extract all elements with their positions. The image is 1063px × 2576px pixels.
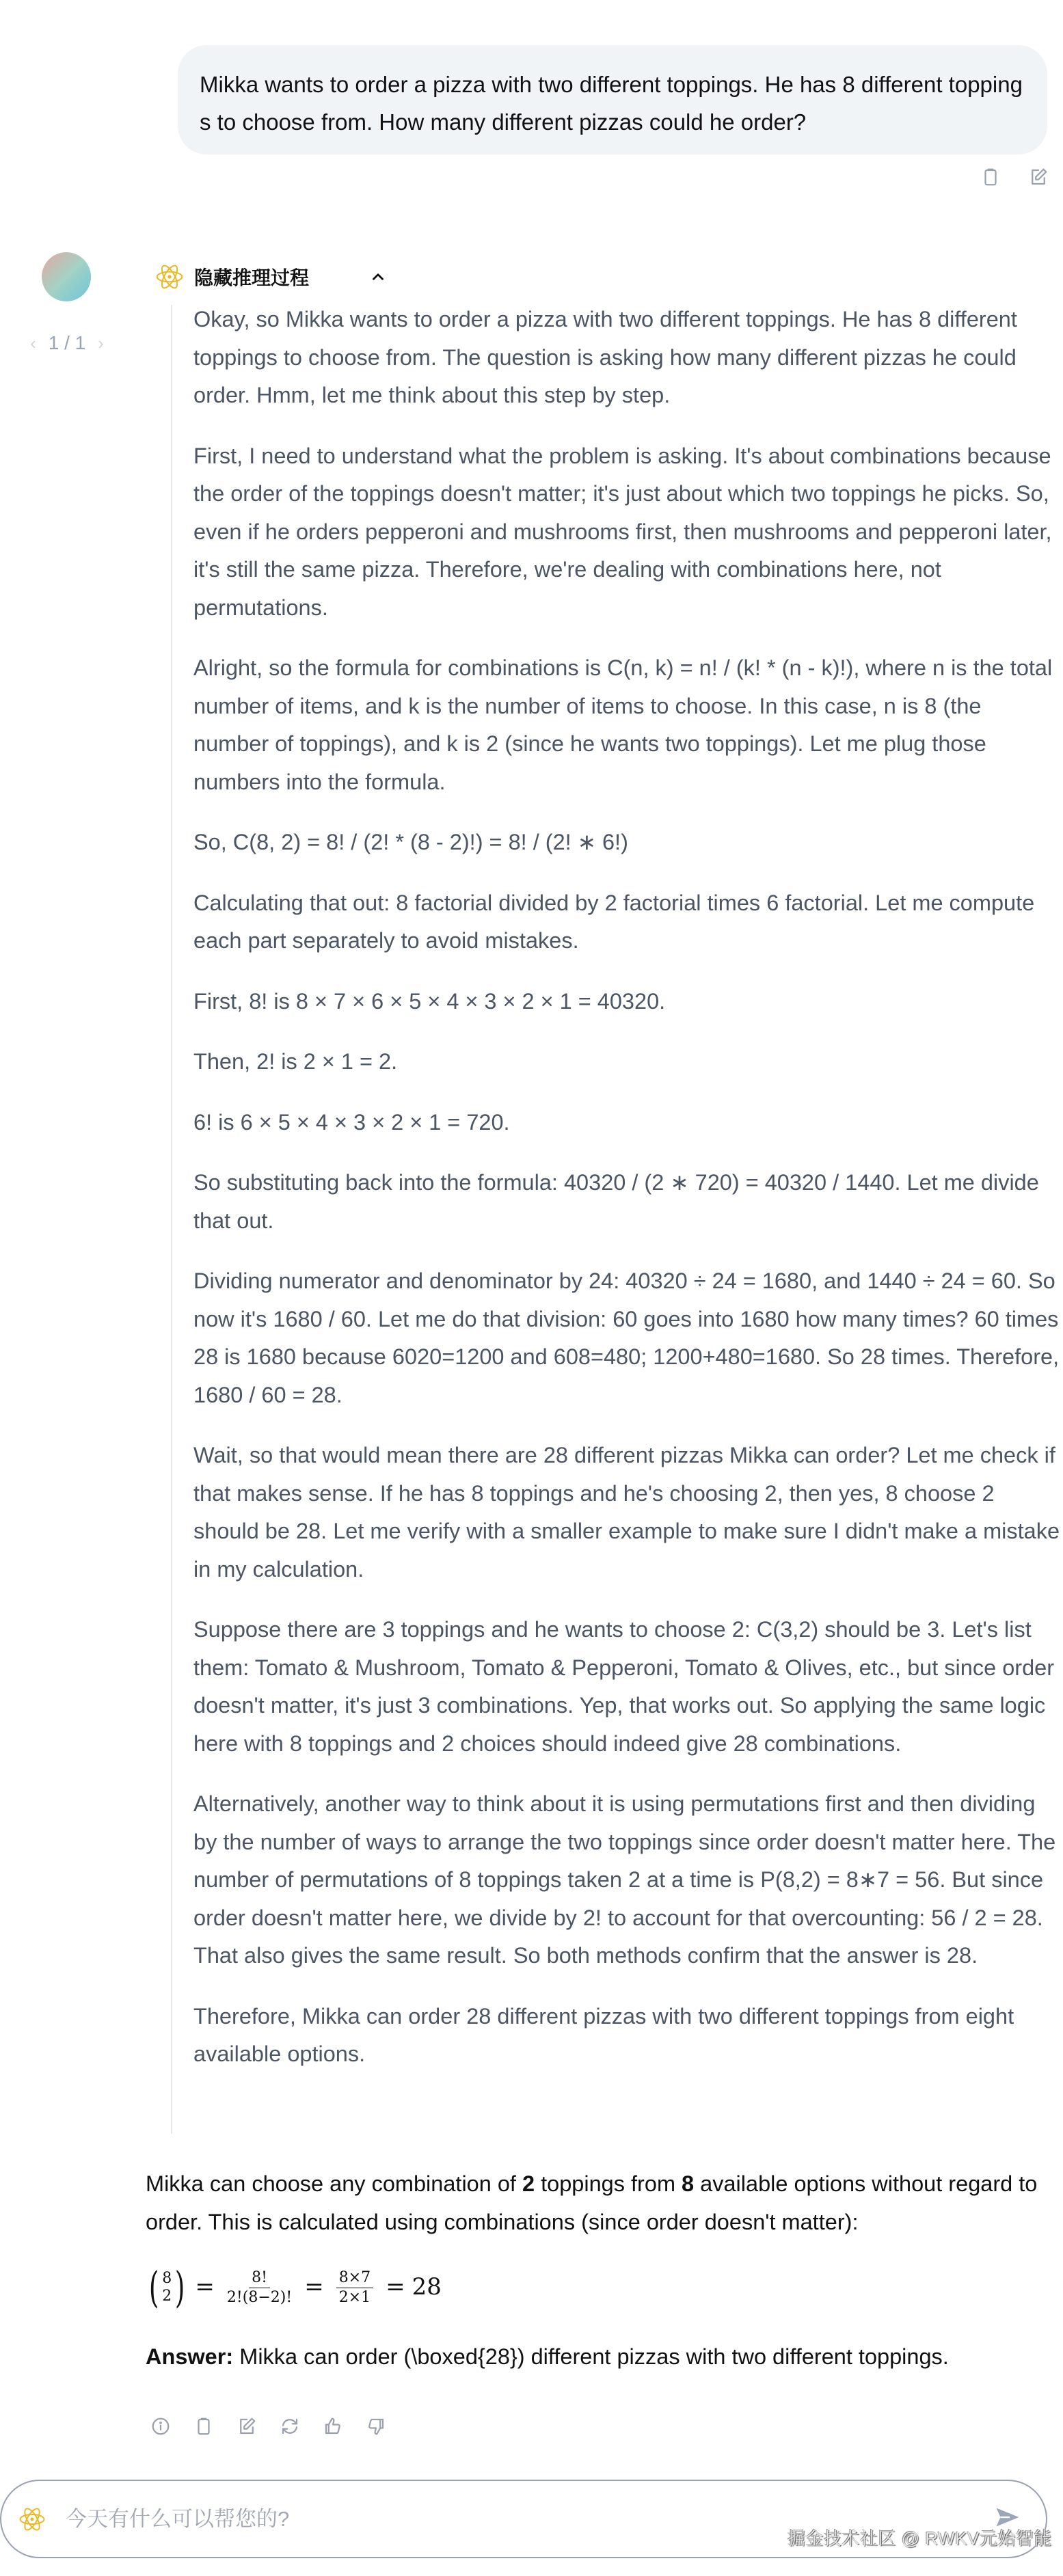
refresh-icon bbox=[280, 2416, 300, 2437]
edit-icon bbox=[1028, 167, 1049, 187]
fraction-product: $\frac{8\times 7}{2\times 1}$ bbox=[336, 2268, 373, 2307]
chevron-up-icon[interactable] bbox=[369, 268, 387, 286]
reasoning-paragraph: First, I need to understand what the problem is asking. It's about combinations because the order of the toppings doesn't matter; it's just about which two toppings he picks. So, even if he orders pepperoni and mushrooms first, then mushrooms and pepperoni later, it's still the same pizza. Therefore, we're dealing with combinations here, not permutations. bbox=[193, 443, 1052, 620]
clipboard-icon bbox=[193, 2416, 214, 2437]
reasoning-divider bbox=[171, 305, 172, 2134]
reasoning-toggle[interactable] bbox=[154, 261, 387, 293]
user-message-actions bbox=[979, 165, 1050, 189]
assistant-message-actions bbox=[149, 2415, 388, 2438]
user-message-text: Mikka wants to order a pizza with two different toppings. He has 8 different toppings to choose from. How many different pizzas could he order? bbox=[200, 72, 1023, 135]
watermark: 掘金技术社区 @ RWKV元始智能 bbox=[788, 2528, 1052, 2549]
reasoning-paragraph: So, C(8, 2) = 8! / (2! * (8 - 2)!) = 8! / (2! ∗ 6!) bbox=[193, 830, 628, 854]
response-pager bbox=[19, 332, 115, 354]
edit-user-message-button[interactable] bbox=[1027, 165, 1050, 189]
thumbs-down-icon bbox=[366, 2416, 386, 2437]
assistant-answer bbox=[146, 2165, 1055, 2376]
reasoning-content bbox=[193, 301, 1062, 2096]
atom-icon bbox=[154, 262, 185, 292]
like-button[interactable] bbox=[321, 2415, 345, 2438]
regenerate-button[interactable] bbox=[278, 2415, 301, 2438]
info-button[interactable] bbox=[149, 2415, 172, 2438]
reasoning-paragraph: First, 8! is 8 × 7 × 6 × 5 × 4 × 3 × 2 × 1 = 40320. bbox=[193, 988, 666, 1014]
fraction-factorial: $\frac{8!}{2!(8-2)!}$ bbox=[226, 2268, 293, 2306]
reasoning-paragraph: Suppose there are 3 toppings and he wants to choose 2: C(3,2) should be 3. Let's list them: Tomato & Mushroom, Tomato & Pepperoni, Tomato & Olives, etc., but since order doesn't matter, it's just 3 combinations. Yep, that works out. So applying the same logic here with 8 toppings and 2 choices should indeed give 28 combinations. bbox=[193, 1617, 1055, 1756]
clipboard-icon bbox=[980, 167, 1001, 187]
thumbs-up-icon bbox=[323, 2416, 343, 2437]
reasoning-paragraph: Dividing numerator and denominator by 24: 40320 ÷ 24 = 1680, and 1440 ÷ 24 = 60. So now it's 1680 / 60. Let me do that division: 60 goes into 1680 how many times? 60 times 28 is 1680 because 6020=1200 and 608=480; 1200+480=1680. So 28 times. Therefore, 1680 / 60 = 28. bbox=[193, 1269, 1060, 1407]
reasoning-paragraph: Calculating that out: 8 factorial divided by 2 factorial times 6 factorial. Let me compute each part separately to avoid mistakes. bbox=[193, 890, 1035, 953]
answer-label: Answer: bbox=[146, 2344, 234, 2369]
copy-answer-button[interactable] bbox=[192, 2415, 215, 2438]
binomial-coefficient: ( 8 2 ) bbox=[148, 2262, 185, 2312]
reasoning-paragraph: Alright, so the formula for combinations is C(n, k) = n! / (k! * (n - k)!), where n is the total number of items, and k is the number of items to choose. In this case, n is 8 (the number of toppings), and k is 2 (since he wants two toppings). Let me plug those numbers into the formula. bbox=[193, 655, 1053, 794]
assistant-avatar bbox=[42, 252, 91, 301]
formula-result: 28 bbox=[412, 2273, 442, 2301]
pager-next-button[interactable]: › bbox=[98, 332, 104, 353]
reasoning-paragraph: 6! is 6 × 5 × 4 × 3 × 2 × 1 = 720. bbox=[193, 1109, 510, 1135]
info-icon bbox=[150, 2416, 171, 2437]
reasoning-paragraph: Alternatively, another way to think about it is using permutations first and then dividing by the number of ways to arrange the two toppings since order doesn't matter here. The number of permutations of 8 toppings taken 2 at a time is P(8,2) = 8∗7 = 56. But since order doesn't matter here, we divide by 2! to account for that overcounting: 56 / 2 = 28. That also gives the same result. So both methods confirm that the answer is 28. bbox=[193, 1791, 1056, 1968]
reasoning-paragraph: Wait, so that would mean there are 28 different pizzas Mikka can order? Let me check if that makes sense. If he has 8 toppings and he's choosing 2, then yes, 8 choose 2 should be 28. Let me verify with a smaller example to make sure I didn't make a mistake in my calculation. bbox=[193, 1443, 1060, 1582]
atom-icon bbox=[18, 2505, 46, 2534]
edit-icon bbox=[237, 2416, 257, 2437]
reasoning-paragraph: Therefore, Mikka can order 28 different pizzas with two different toppings from eight available options. bbox=[193, 2003, 1014, 2066]
answer-intro: Mikka can choose any combination of 2 toppings from 8 available options without regard to order. This is calculated using combinations (since order doesn't matter): bbox=[146, 2171, 1038, 2234]
pager-prev-button[interactable]: ‹ bbox=[30, 332, 36, 353]
reasoning-toggle-label: 隐藏推理过程 bbox=[194, 267, 310, 288]
dislike-button[interactable] bbox=[364, 2415, 388, 2438]
copy-user-message-button[interactable] bbox=[979, 165, 1002, 189]
reasoning-paragraph: Okay, so Mikka wants to order a pizza with two different toppings. He has 8 different toppings to choose from. The question is asking how many different pizzas he could order. Hmm, let me think about this step by step. bbox=[193, 307, 1017, 407]
reasoning-paragraph: Then, 2! is 2 × 1 = 2. bbox=[193, 1049, 398, 1074]
edit-answer-button[interactable] bbox=[235, 2415, 258, 2438]
pager-count: 1 / 1 bbox=[48, 332, 86, 353]
user-message-bubble bbox=[178, 45, 1047, 154]
answer-line: Answer: Mikka can order (\boxed{28}) different pizzas with two different toppings. bbox=[146, 2344, 949, 2369]
reasoning-paragraph: So substituting back into the formula: 40320 / (2 ∗ 720) = 40320 / 1440. Let me divide that out. bbox=[193, 1170, 1039, 1233]
combination-formula: ( 8 2 ) = $\frac{8!}{2!(8-2)!}$ = $\frac{8\times 7}{2\times 1}$ = 28 bbox=[146, 2260, 1055, 2315]
